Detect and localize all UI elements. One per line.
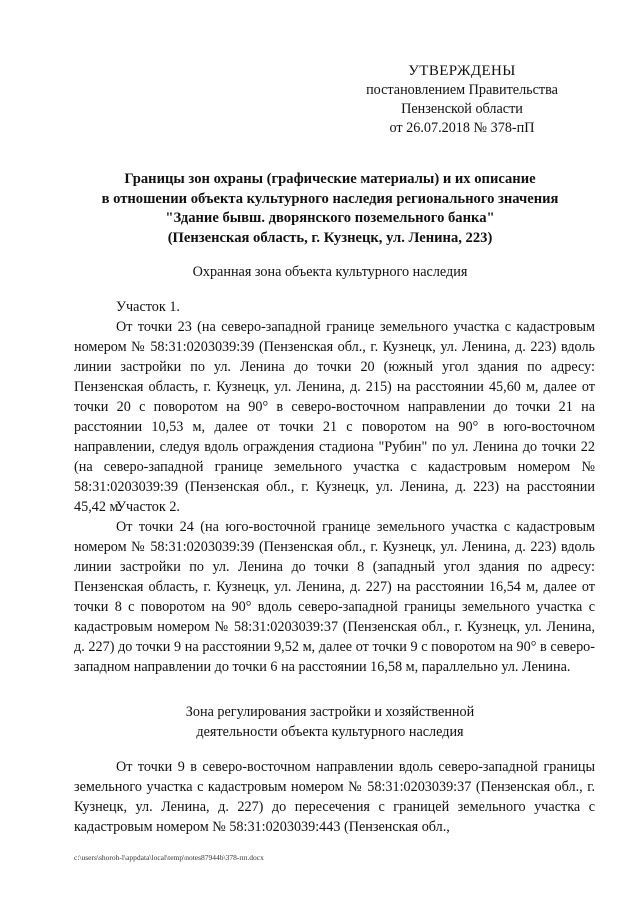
regulation-zone-heading-line-2: деятельности объекта культурного наследия: [196, 724, 464, 740]
approval-line-2: Пензенской области: [401, 101, 523, 117]
title-line-2: в отношении объекта культурного наследия регионального значения: [101, 190, 559, 207]
plot-1-label: Участок 1.: [116, 299, 180, 315]
protection-zone-heading: Охранная зона объекта культурного наследия: [192, 264, 468, 280]
title-line-1: Границы зон охраны (графические материалы) и их описание: [124, 171, 536, 187]
document-title: [60, 170, 600, 248]
plot-2-description: От точки 24 (на юго-восточной границе земельного участка с кадастровым номером № 58:31:0203039:39 (Пензенская обл., г. Кузнецк, ул. Ленина, д. 223) вдоль линии застройки по ул. Ленина до точки 8 (западный угол здания по адресу: Пензенская область, г. Кузнецк, ул. Ленина, д. 227) на расстоянии 16,54 м, далее от точки 8 с поворотом на 90° вдоль северо-западной границы земельного участка с кадастровым номером № 58:31:0203039:37 (Пензенская обл., г. Кузнецк, ул. Ленина, д. 227) до точки 9 на расстоянии 9,52 м, далее от точки 9 с поворотом на 90° в северо-западном направлении до точки 6 на расстоянии 16,58 м, параллельно ул. Ленина.: [74, 519, 595, 675]
approval-heading: УТВЕРЖДЕНЫ: [408, 63, 516, 79]
regulation-zone-description: От точки 9 в северо-восточном направлении вдоль северо-западной границы земельного участка с кадастровым номером № 58:31:0203039:37 (Пензенская обл., г. Кузнецк, ул. Ленина, д. 227) до пересечения с границей земельного участка с кадастровым номером № 58:31:0203039:443 (Пензенская обл.,: [74, 759, 595, 835]
title-line-4: (Пензенская область, г. Кузнецк, ул. Ленина, 223): [167, 229, 493, 246]
title-line-3: "Здание бывш. дворянского поземельного банка": [165, 210, 495, 226]
regulation-zone-heading: [60, 702, 600, 742]
approval-block: [362, 62, 562, 138]
approval-line-1: постановлением Правительства: [366, 82, 558, 98]
plot-2-label: Участок 2.: [116, 499, 180, 515]
regulation-zone-heading-line-1: Зона регулирования застройки и хозяйственной: [185, 704, 475, 720]
approval-line-3: от 26.07.2018 № 378-пП: [389, 120, 535, 136]
plot-1-description: От точки 23 (на северо-западной границе земельного участка с кадастровым номером № 58:31:0203039:39 (Пензенская обл., г. Кузнецк, ул. Ленина, д. 223) вдоль линии застройки по ул. Ленина до точки 20 (южный угол здания по адресу: Пензенская область, г. Кузнецк, ул. Ленина, д. 215) на расстоянии 45,60 м, далее от точки 20 с поворотом на 90° в северо-восточном направлении до точки 21 на расстоянии 10,53 м, далее от точки 21 с поворотом на 90° в юго-восточном направлении, следуя вдоль ограждения стадиона "Рубин" по ул. Ленина до точки 22 (на северо-западной границе земельного участка с кадастровым номером № 58:31:0203039:39 (Пензенская обл., г. Кузнецк, ул. Ленина, д. 223) на расстоянии 45,42 м.: [74, 319, 595, 515]
file-path-footer: c:\users\shoroh-l\appdata\local\temp\notes87944b\378-пп.docx: [74, 853, 264, 862]
